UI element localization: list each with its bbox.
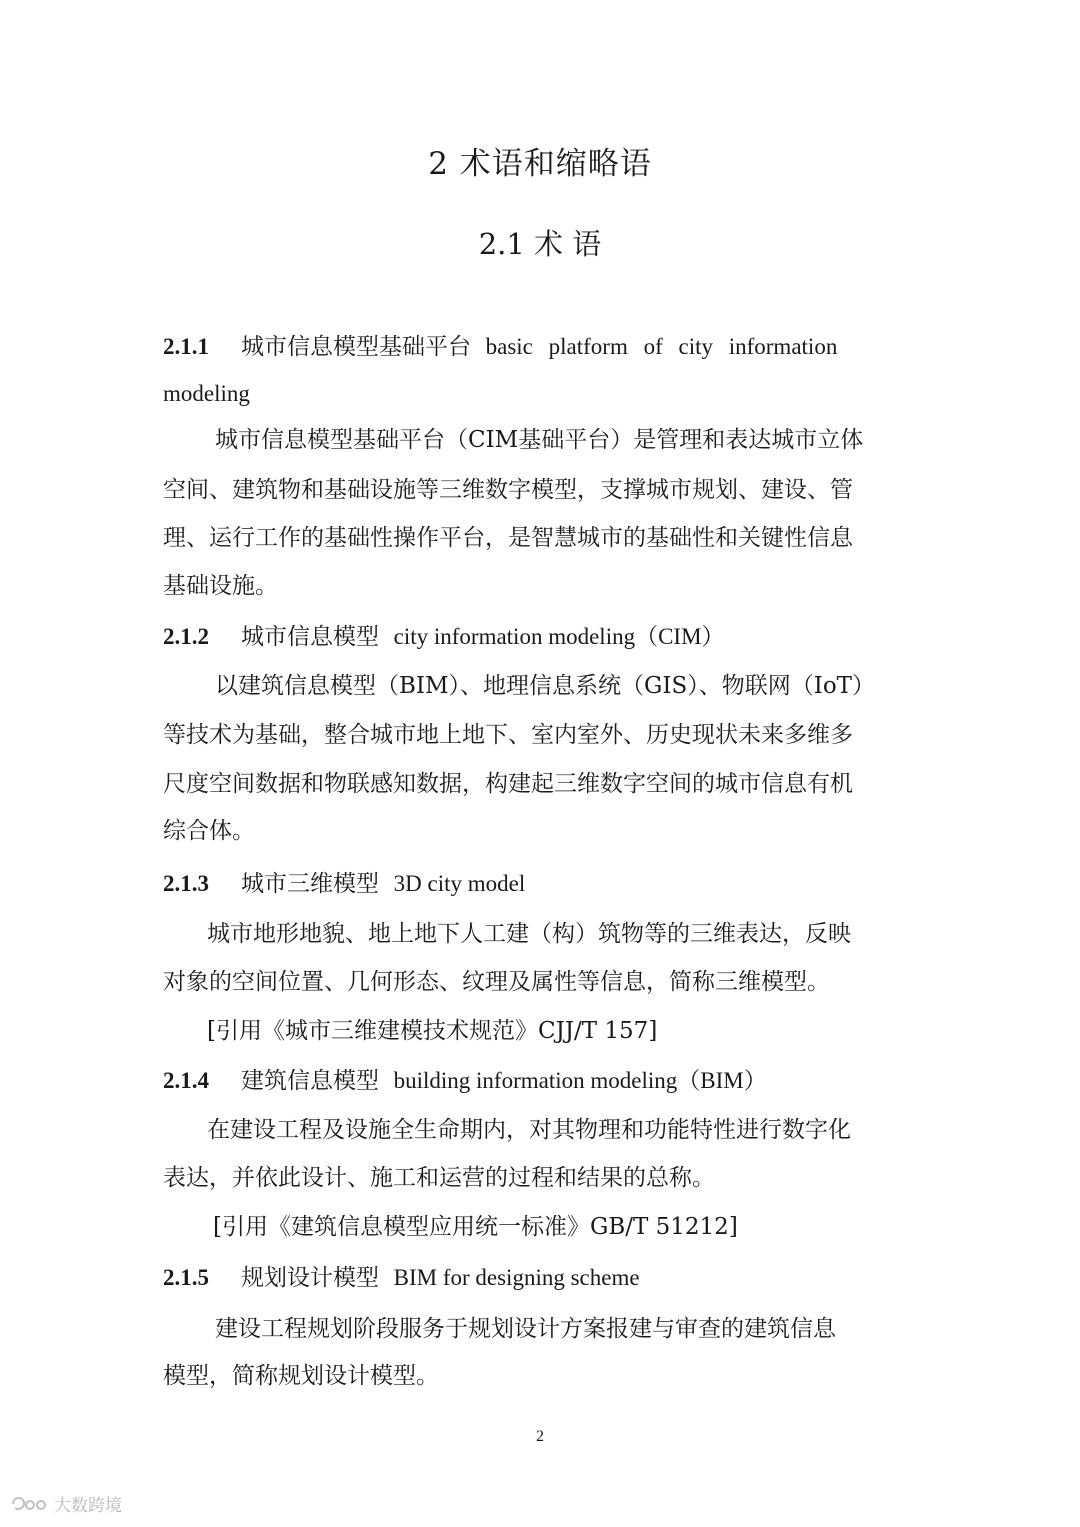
term-heading — [163, 1262, 640, 1294]
term-number: 2.1.3 — [163, 871, 209, 896]
definition-line: 城市信息模型基础平台（CIM基础平台）是管理和表达城市立体 — [215, 427, 864, 453]
term-english: 3D city model — [393, 871, 526, 896]
term-heading — [163, 868, 525, 900]
reference-note: [引用《建筑信息模型应用统一标准》GB/T 51212] — [213, 1214, 738, 1240]
definition-line: 空间、建筑物和基础设施等三维数字模型，支撑城市规划、建设、管 — [163, 477, 853, 503]
term-name: 城市信息模型基础平台 — [241, 334, 471, 360]
term-heading — [163, 621, 725, 653]
chapter-title: 2 术语和缩略语 — [428, 146, 652, 182]
definition-line: 以建筑信息模型（BIM）、地理信息系统（GIS）、物联网（IoT） — [215, 673, 876, 699]
definition-line: 在建设工程及设施全生命期内，对其物理和功能特性进行数字化 — [207, 1117, 851, 1143]
watermark-text: 大数跨境 — [54, 1496, 122, 1516]
definition-line: 尺度空间数据和物联感知数据，构建起三维数字空间的城市信息有机 — [163, 771, 853, 797]
reference-note: [引用《城市三维建模技术规范》CJJ/T 157] — [207, 1018, 658, 1044]
term-name: 建筑信息模型 — [241, 1068, 379, 1094]
term-english-continuation: modeling — [163, 381, 250, 406]
term-english: BIM for designing scheme — [393, 1265, 640, 1290]
page-number: 2 — [536, 1428, 544, 1445]
definition-line: 综合体。 — [163, 818, 255, 844]
definition-line: 模型，简称规划设计模型。 — [163, 1363, 439, 1389]
term-number: 2.1.1 — [163, 334, 209, 359]
definition-line: 对象的空间位置、几何形态、纹理及属性等信息，简称三维模型。 — [163, 969, 830, 995]
term-english: basic platform of city information — [485, 334, 838, 359]
term-english: building information modeling（BIM） — [393, 1068, 767, 1093]
watermark-logo-icon — [10, 1493, 50, 1515]
watermark — [10, 1491, 122, 1516]
term-number: 2.1.2 — [163, 624, 209, 649]
term-number: 2.1.5 — [163, 1265, 209, 1290]
term-name: 城市三维模型 — [241, 871, 379, 897]
definition-line: 理、运行工作的基础性操作平台，是智慧城市的基础性和关键性信息 — [163, 525, 853, 551]
definition-line: 建设工程规划阶段服务于规划设计方案报建与审查的建筑信息 — [215, 1316, 836, 1342]
term-number: 2.1.4 — [163, 1068, 209, 1093]
term-name: 城市信息模型 — [241, 624, 379, 650]
term-heading — [163, 1065, 767, 1097]
definition-line: 表达，并依此设计、施工和运营的过程和结果的总称。 — [163, 1165, 715, 1191]
term-heading — [163, 331, 837, 363]
term-name: 规划设计模型 — [241, 1265, 379, 1291]
term-english: city information modeling（CIM） — [393, 624, 725, 649]
section-title: 2.1 术 语 — [478, 227, 602, 261]
definition-line: 基础设施。 — [163, 573, 278, 599]
definition-line: 等技术为基础，整合城市地上地下、室内室外、历史现状未来多维多 — [163, 722, 853, 748]
definition-line: 城市地形地貌、地上地下人工建（构）筑物等的三维表达，反映 — [207, 921, 851, 947]
